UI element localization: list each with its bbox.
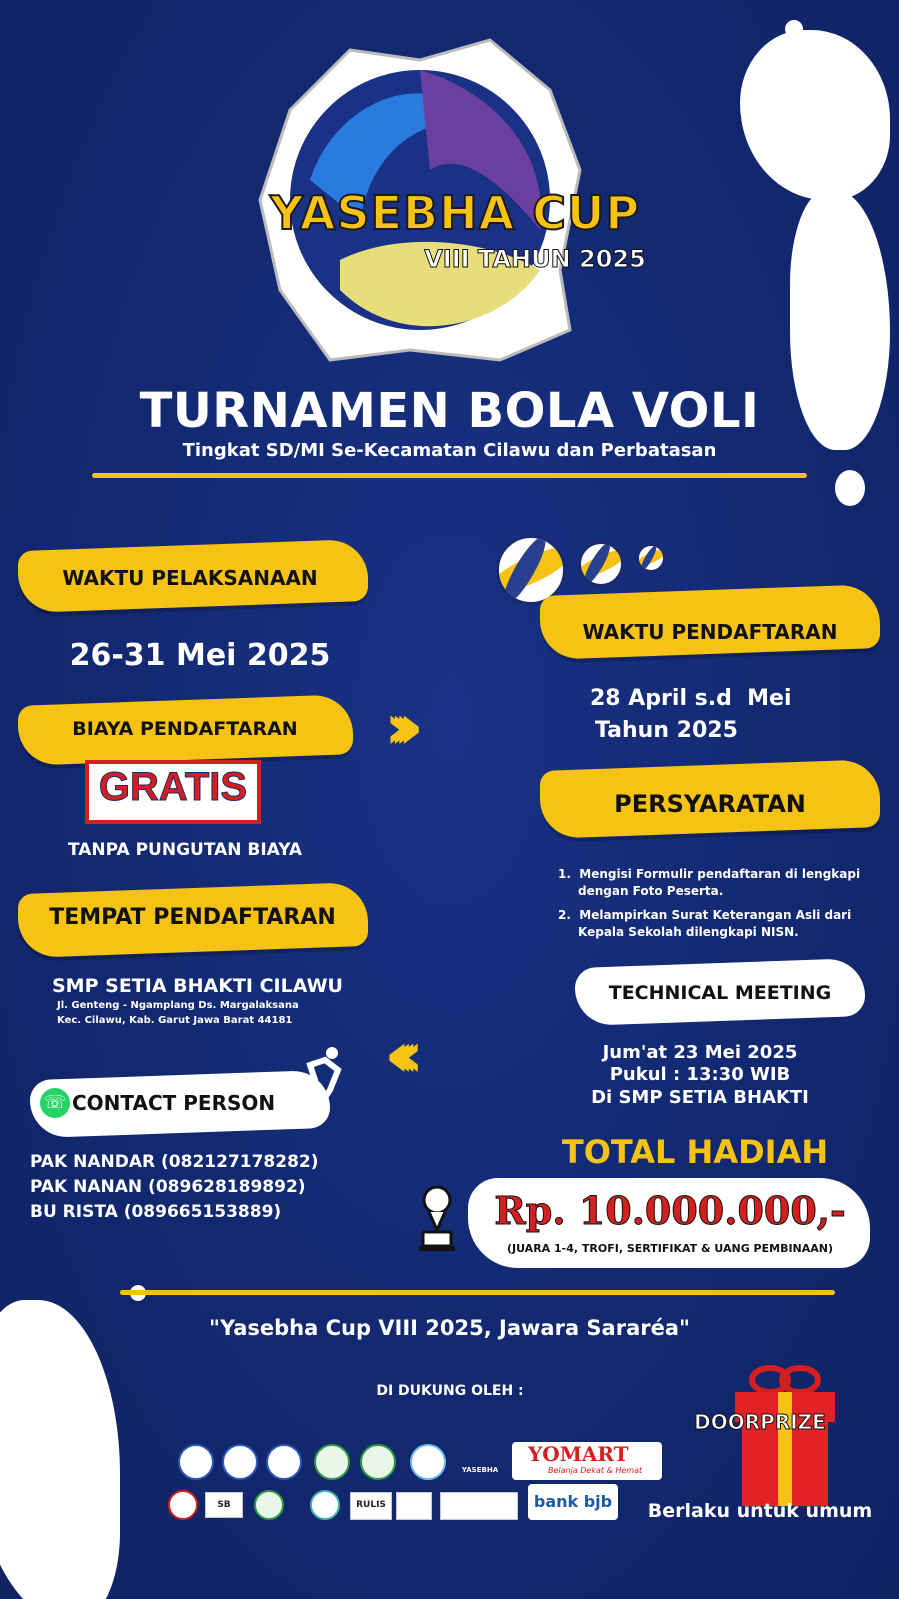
cup-edition: VIII TAHUN 2025 (424, 245, 646, 273)
persyaratan-item-2: 2. Melampirkan Surat Keterangan Asli dari (558, 908, 852, 922)
sponsor-logo-10 (396, 1492, 432, 1520)
prize-note: (JUARA 1-4, TROFI, SERTIFIKAT & UANG PEMBINAAN) (506, 1242, 834, 1255)
title-divider (92, 473, 807, 478)
event-title: TURNAMEN BOLA VOLI (139, 383, 760, 439)
paint-splash-top-right (740, 30, 890, 200)
tagline: "Yasebha Cup VIII 2025, Jawara Sararéa" (209, 1316, 690, 1340)
sponsor-bank: bank bjb (533, 1492, 613, 1511)
sponsor-logo-4 (314, 1444, 350, 1480)
cup-title: YASEBHA CUP (269, 186, 641, 240)
persyaratan-item-1b: dengan Foto Peserta. (578, 884, 724, 898)
prize-amount: Rp. 10.000.000,- (494, 1188, 846, 1233)
sponsor-logo-11 (440, 1492, 518, 1520)
sponsor-logo-5 (360, 1444, 396, 1480)
doorprize-label: DOORPRIZE (694, 1410, 826, 1434)
sponsor-logo-3 (266, 1444, 302, 1480)
tm-line-1: Jum'at 23 Mei 2025 (602, 1042, 798, 1063)
persyaratan-label: PERSYARATAN (614, 790, 806, 818)
sponsor-logo-9 (310, 1490, 340, 1520)
tm-line-2: Pukul : 13:30 WIB (609, 1064, 791, 1085)
total-hadiah-label: TOTAL HADIAH (561, 1133, 829, 1171)
biaya-label: BIAYA PENDAFTARAN (72, 718, 298, 740)
sponsor-yomart-tag: Belanja Dekat & Hemat (548, 1466, 643, 1475)
tempat-label: TEMPAT PENDAFTARAN (49, 905, 336, 930)
pendaftaran-label: WAKTU PENDAFTARAN (582, 620, 838, 644)
sponsor-logo-2 (222, 1444, 258, 1480)
whatsapp-icon: ☏ (40, 1088, 70, 1118)
pendaftaran-value-1: 28 April s.d Mei (590, 686, 792, 711)
waktu-pelaksanaan-label: WAKTU PELAKSANAAN (62, 566, 318, 590)
sponsor-label: DI DUKUNG OLEH : (376, 1383, 524, 1399)
sponsor-rulis: RULIS (350, 1492, 392, 1520)
sponsor-logo-6 (410, 1444, 446, 1480)
volleyball-icon-small (636, 543, 666, 573)
volleyball-icon-medium (578, 541, 624, 587)
sponsor-sb: SB (205, 1492, 243, 1518)
pendaftaran-value-2: Tahun 2025 (595, 718, 738, 743)
contact-label: CONTACT PERSON (72, 1091, 276, 1115)
paint-splash-bottom-left (0, 1300, 120, 1599)
contact-1: PAK NANDAR (082127178282) (30, 1152, 319, 1172)
sponsor-logo-7 (168, 1490, 198, 1520)
sponsor-yasebha: YASEBHA (461, 1466, 499, 1474)
contact-3: BU RISTA (089665153889) (30, 1202, 282, 1222)
biaya-note: TANPA PUNGUTAN BIAYA (67, 840, 303, 860)
doorprize-note: Berlaku untuk umum (647, 1500, 873, 1522)
tm-line-3: Di SMP SETIA BHAKTI (591, 1087, 809, 1108)
tempat-address-1: Jl. Genteng - Ngamplang Ds. Margalaksana (57, 1000, 299, 1011)
gift-box-icon (730, 1362, 840, 1507)
paint-drop-3 (785, 20, 803, 38)
waktu-pelaksanaan-value: 26-31 Mei 2025 (69, 638, 331, 673)
persyaratan-item-2b: Kepala Sekolah dilengkapi NISN. (578, 925, 799, 939)
gratis-text: GRATIS (98, 765, 248, 809)
sponsor-logo-1 (178, 1444, 214, 1480)
tempat-address-2: Kec. Cilawu, Kab. Garut Jawa Barat 44181 (57, 1015, 293, 1026)
paint-drop (835, 470, 865, 506)
tempat-name: SMP SETIA BHAKTI CILAWU (52, 975, 343, 997)
sponsor-logo-8 (254, 1490, 284, 1520)
contact-2: PAK NANAN (089628189892) (30, 1177, 306, 1197)
paint-drop-2 (870, 330, 884, 344)
event-subtitle: Tingkat SD/MI Se-Kecamatan Cilawu dan Perbatasan (182, 440, 717, 461)
tm-label: TECHNICAL MEETING (608, 982, 832, 1004)
persyaratan-item-1: 1. Mengisi Formulir pendaftaran di lengkapi (558, 867, 861, 881)
trophy-icon (415, 1184, 459, 1254)
sponsor-yomart: YOMART (528, 1442, 629, 1466)
volleyball-player-icon (290, 1045, 350, 1115)
footer-divider (120, 1290, 835, 1295)
